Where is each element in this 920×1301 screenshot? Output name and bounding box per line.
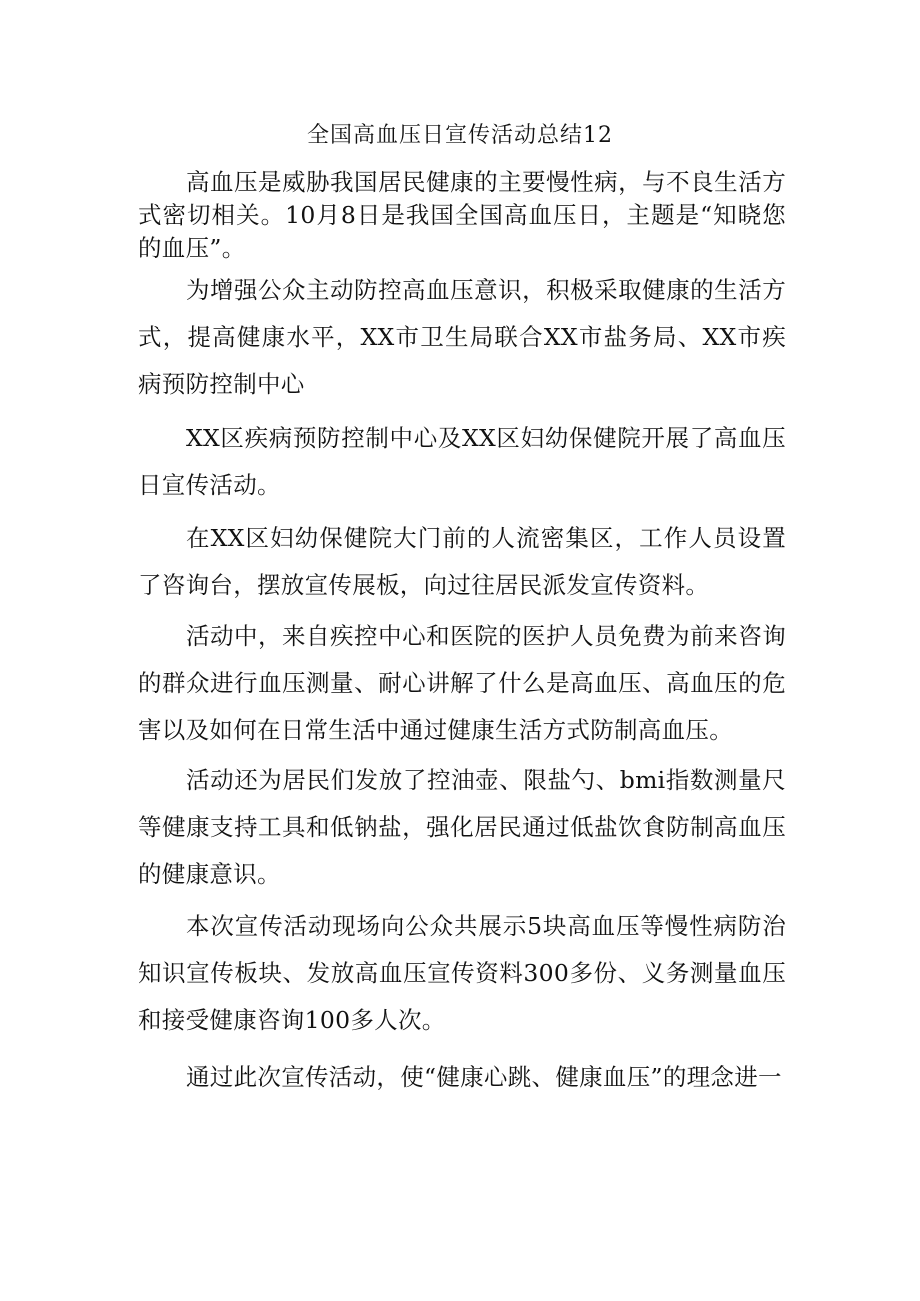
paragraph-conclusion: 通过此次宣传活动，使“健康心跳、健康血压”的理念进一	[186, 1063, 782, 1091]
paragraph-blood-pressure-measurement: 活动中，来自疾控中心和医院的医护人员免费为前来咨询的群众进行血压测量、耐心讲解了什么是高血压、高血压的危害以及如何在日常生活中通过健康生活方式防制高血压。	[138, 622, 786, 744]
document-title: 全国高血压日宣传活动总结12	[307, 123, 613, 148]
paragraph-intro: 高血压是威胁我国居民健康的主要慢性病，与不良生活方式密切相关。10月8日是我国全国高血压日，主题是“知晓您的血压”。	[138, 168, 786, 262]
paragraph-activity-results: 本次宣传活动现场向公众共展示5块高血压等慢性病防治知识宣传板块、发放高血压宣传资料300多份、义务测量血压和接受健康咨询100多人次。	[138, 912, 786, 1034]
paragraph-district-participants: XX区疾病预防控制中心及XX区妇幼保健院开展了高血压日宣传活动。	[138, 424, 786, 499]
paragraph-organizers: 为增强公众主动防控高血压意识，积极采取健康的生活方式，提高健康水平，XX市卫生局联合XX市盐务局、XX市疾病预防控制中心	[138, 276, 786, 398]
paragraph-health-tools: 活动还为居民们发放了控油壶、限盐勺、bmi指数测量尺等健康支持工具和低钠盐，强化居民通过低盐饮食防制高血压的健康意识。	[138, 766, 786, 888]
paragraph-consultation-desk: 在XX区妇幼保健院大门前的人流密集区，工作人员设置了咨询台，摆放宣传展板，向过往居民派发宣传资料。	[138, 524, 786, 599]
